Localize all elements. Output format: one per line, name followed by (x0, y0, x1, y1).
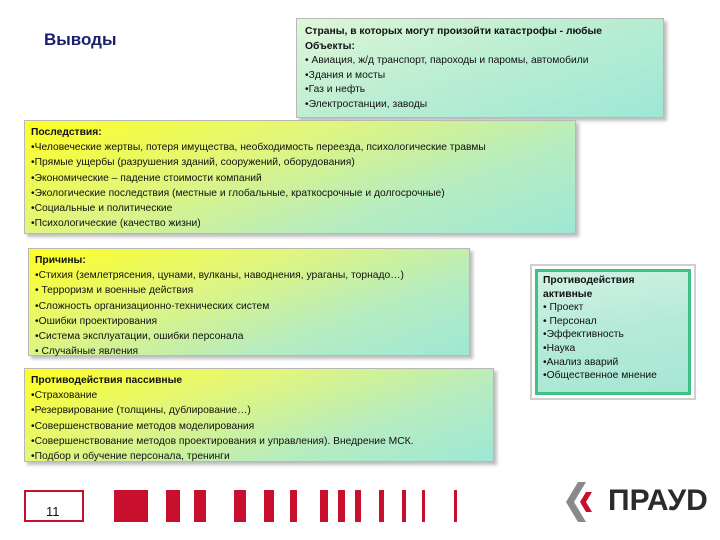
list-item: •Совершенствование методов моделирования (31, 420, 255, 432)
list-item: •Совершенствование методов проектирования и управления). Внедрение МСК. (31, 435, 414, 447)
footer-bar (320, 490, 328, 522)
objects-header: Объекты: (305, 40, 355, 52)
list-item: •Электростанции, заводы (305, 98, 428, 110)
logo-mark-icon (564, 478, 604, 526)
list-item: •Психологические (качество жизни) (31, 218, 201, 230)
list-item: •Ошибки проектирования (35, 315, 158, 327)
footer-bar (264, 490, 274, 522)
active-countermeasures-inner (535, 269, 691, 395)
list-item: •Стихия (землетрясения, цунами, вулканы, наводнения, ураганы, торнадо…) (35, 270, 404, 282)
footer-bar (422, 490, 425, 522)
list-item: •Социальные и политические (31, 203, 173, 215)
list-item: •Эффективность (543, 329, 624, 341)
list-item: •Человеческие жертвы, потеря имущества, необходимость переезда, психологические травмы (31, 142, 486, 154)
causes-box (28, 248, 470, 356)
active-header-line2: активные (543, 288, 593, 300)
list-item: •Экологические последствия (местные и глобальные, краткосрочные и долгосрочные) (31, 187, 445, 199)
active-countermeasures-box (530, 264, 696, 400)
footer-bar (338, 490, 345, 522)
company-logo (564, 478, 708, 526)
list-item: •Страхование (31, 390, 98, 402)
list-item: •Здания и мосты (305, 69, 386, 81)
list-item: • Персонал (543, 315, 597, 327)
list-item: •Резервирование (толщины, дублирование…) (31, 405, 251, 417)
page-number: 11 (46, 504, 60, 519)
footer-bar (379, 490, 384, 522)
footer-bar (454, 490, 457, 522)
consequences-header: Последствия: (31, 127, 102, 138)
footer-bar (355, 490, 361, 522)
footer-bar (194, 490, 206, 522)
footer-bar (290, 490, 297, 522)
logo-text: ПРАУD (608, 484, 708, 517)
list-item: •Наука (543, 342, 576, 354)
logo-accent-shape (580, 492, 592, 512)
list-item: •Система эксплуатации, ошибки персонала (35, 331, 244, 343)
list-item: • Авиация, ж/д транспорт, пароходы и паромы, автомобили (305, 55, 589, 67)
list-item: •Подбор и обучение персонала, тренинги (31, 451, 230, 463)
list-item: •Газ и нефть (305, 84, 366, 96)
list-item: • Случайные явления (35, 346, 139, 358)
active-header-line1: Противодействия (543, 275, 635, 286)
passive-countermeasures-box (24, 368, 494, 462)
page-title: Выводы (44, 30, 117, 49)
countries-header: Страны, в которых могут произойти катастрофы - любые (305, 26, 603, 37)
list-item: •Прямые ущербы (разрушения зданий, сооружений, оборудования) (31, 157, 355, 169)
list-item: • Терроризм и военные действия (35, 285, 194, 297)
footer-bar (402, 490, 406, 522)
list-item: •Общественное мнение (543, 370, 657, 382)
list-item: •Сложность организационно-технических систем (35, 300, 270, 312)
list-item: •Анализ аварий (543, 356, 619, 368)
footer-bar (114, 490, 148, 522)
passive-header: Противодействия пассивные (31, 375, 183, 386)
consequences-box (24, 120, 576, 234)
list-item: • Проект (543, 302, 584, 314)
causes-header: Причины: (35, 255, 86, 266)
footer-bar (234, 490, 246, 522)
list-item: •Экономические – падение стоимости компаний (31, 172, 262, 184)
countries-objects-box (296, 18, 664, 118)
footer-bar (166, 490, 180, 522)
